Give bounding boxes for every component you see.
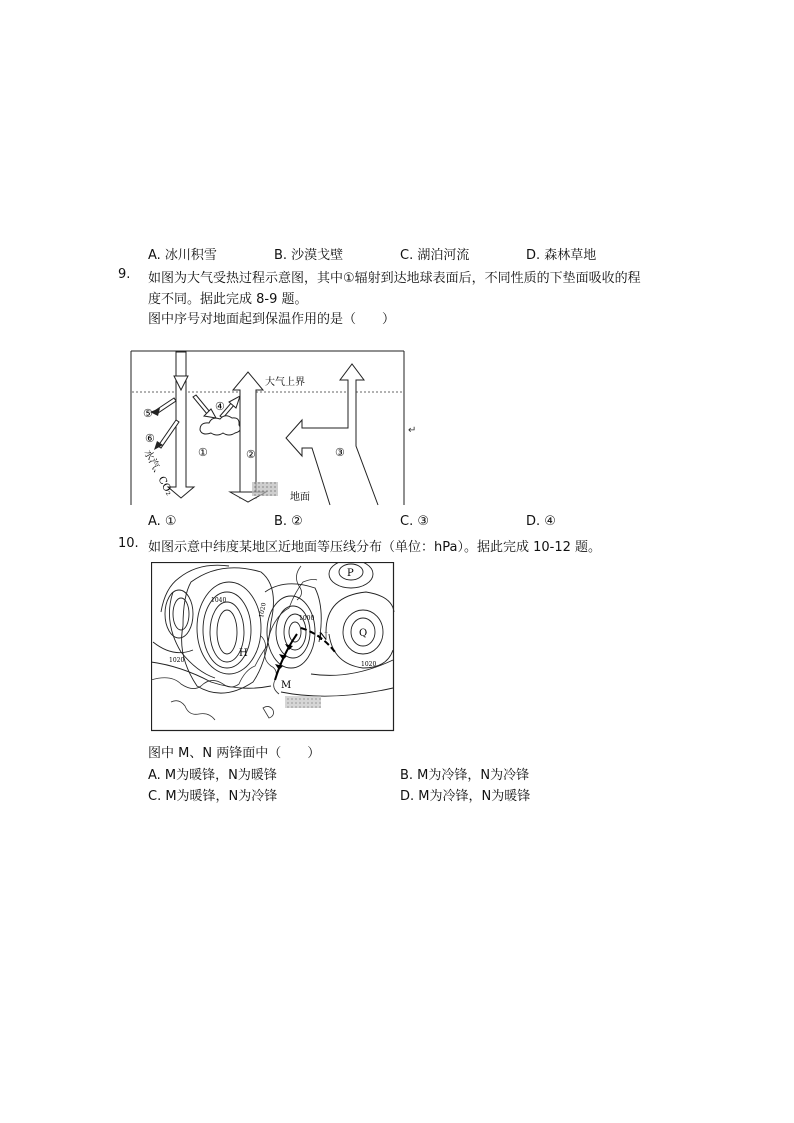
q9-option-c: C. ③ [400,514,429,529]
q10-option-a: A. M为暖锋，N为暖锋 [148,768,277,783]
label-q: Q [359,628,368,639]
q9-number: 9. [118,267,131,282]
isobar-1000-label: 1000 [299,615,315,622]
watermark-smudge [285,696,321,708]
q9-stem-line2: 度不同。据此完成 8-9 题。 [148,292,308,307]
arrow-1 [168,352,194,498]
q8-option-c: C. 湖泊河流 [400,248,470,263]
marker-3: ③ [335,446,345,459]
label-m: M [281,680,292,691]
gas-label: 水汽、CO₂ [141,448,175,498]
isobar-1020-label-left: 1020 [169,657,185,664]
label-h: H [239,648,248,659]
q9-option-a: A. ① [148,514,177,529]
marker-4: ④ [215,400,225,413]
q9-option-b: B. ② [274,514,303,529]
arrow-4 [193,395,210,414]
marker-2: ② [246,448,256,461]
label-p: P [347,568,354,579]
q10-option-c: C. M为暖锋，N为冷锋 [148,789,278,804]
isobar-1040-label: 1040 [211,597,227,604]
marker-1: ① [198,446,208,459]
arrow-2 [233,372,263,498]
q10-stem: 如图示意中纬度某地区近地面等压线分布（单位：hPa）。据此完成 10-12 题。 [148,540,602,555]
marker-5: ⑤ [143,407,153,420]
q10-option-d: D. M为冷锋，N为暖锋 [400,789,531,804]
label-n: N [319,632,328,643]
isobar-1020-label-mid: 1020 [258,602,268,619]
atm-top-label: 大气上界 [265,377,305,388]
return-mark: ↵ [408,425,417,436]
marker-6: ⑥ [145,432,155,445]
q10-option-b: B. M为冷锋，N为冷锋 [400,768,530,783]
watermark-smudge [252,482,278,496]
q10-number: 10. [118,536,139,551]
q8-option-b: B. 沙漠戈壁 [274,248,344,263]
q8-option-d: D. 森林草地 [526,248,597,263]
q9-option-d: D. ④ [526,514,556,529]
isobar-map [151,562,395,732]
q9-stem-line1: 如图为大气受热过程示意图，其中①辐射到达地球表面后，不同性质的下垫面吸收的程 [148,271,641,286]
ground-label: 地面 [290,492,310,503]
q10-sub-question: 图中 M、N 两锋面中（ ） [148,746,321,761]
cloud-icon [200,416,240,435]
isobar-1020-label-right: 1020 [361,661,377,668]
q9-sub-question: 图中序号对地面起到保温作用的是（ ） [148,312,396,327]
q8-option-a: A. 冰川积雪 [148,248,217,263]
atmosphere-heating-diagram [130,350,415,506]
